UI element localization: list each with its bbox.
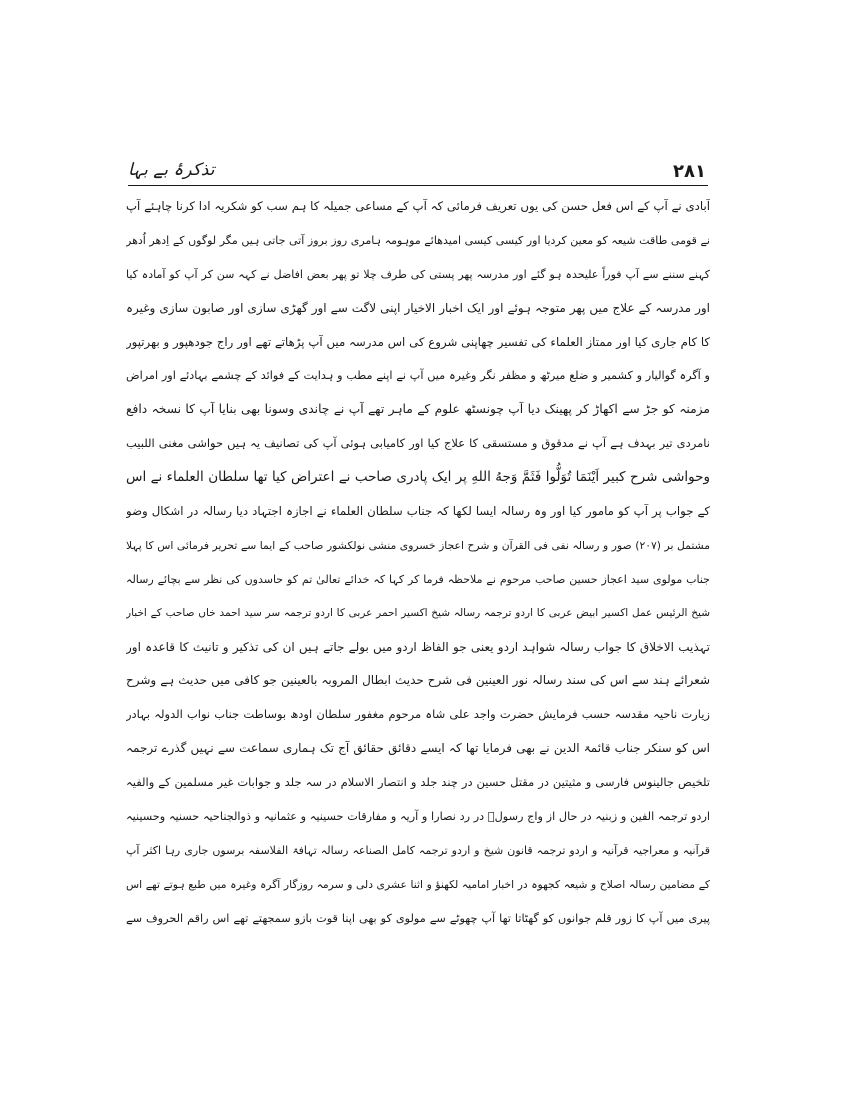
body-text <box>126 190 710 936</box>
text-line: و آگرہ گوالیار و کشمیر و ضلع میرٹھ و مظفر نگر وغیرہ میں آپ نے اپنے مطب و ہدایت کے فوائد کے چشمے بہادئے اور امراض <box>126 369 710 383</box>
text-line: نے قومی طاقت شیعہ کو معین کردیا اور کیسی کیسی امیدھائے موہومہ ہامری روز بروز آتی جاتی ہیں مگر لوگوں کے اِدھر اُدھر <box>126 233 710 247</box>
page-header <box>128 158 708 186</box>
text-line: تلخیص جالینوس فارسی و مثیتین در مقتل حسین در چند جلد و انتصار الاسلام در سہ جلد و جوابات غیر مسلمین کے والفیہ <box>126 775 710 790</box>
text-line: اردو ترجمہ الفین و زبنیہ در حال از واج رسولؐ در رد نصارا و آریہ و مفارقات حسینیہ و عثمانیہ و ذوالجناحیہ حسنیہ وحسینیہ <box>126 810 710 824</box>
text-line: جناب مولوی سید اعجاز حسین صاحب مرحوم نے ملاحظہ فرما کر کہا کہ خدائے تعالیٰ تم کو حاسدوں کی نظر سے بچائے رسالہ <box>126 572 710 586</box>
text-line: زیارت ناحیہ مقدسہ حسب فرمایش حضرت واجد علی شاہ مرحوم مغفور سلطان اودھ بوساطت جناب نواب الدولہ بہادر <box>126 707 710 722</box>
text-line: اس کو سنکر جناب قائمۃ الدین نے بھی فرمایا تھا کہ ایسے دقائق حقائق آج تک ہماری سماعت سے نہیں گذرے ترجمہ <box>126 741 710 756</box>
text-line: کے مضامین رسالہ اصلاح و شیعہ کجھوہ در اخبار امامیہ لکھنؤ و اثنا عشری دلی و سرمہ روزگار آگرہ وغیرہ میں طبع ہوتے تھے اس <box>126 877 710 891</box>
text-line: شعرائے ہند سے اس کی سند رسالہ نور العینین فی شرح حدیث ابطال المروبہ بالعینین جو کافی میں حدیث ہے وشرح <box>126 673 710 688</box>
text-line: شیخ الرئیس عمل اکسیر ابیض عربی کا اردو ترجمہ رسالہ شیخ اکسیر احمر عربی کا اردو ترجمہ سر سید احمد خاں صاحب کے اخبار <box>126 606 710 619</box>
text-line: کے جواب پر آپ کو مامور کیا اور وہ رسالہ ایسا لکھا کہ جناب سلطان العلماء نے اجازہ اجتہاد دیا رسالہ در اشکال وضو <box>126 504 710 519</box>
text-line: کا کام جاری کیا اور ممتاز العلماء کی تفسیر چھاپنی شروع کی اس مدرسہ میں آپ پڑھاتے تھے اور راج جودھپور و بھرتپور <box>126 334 710 349</box>
header-divider <box>128 185 708 186</box>
page-number: ۲۸۱ <box>673 161 706 182</box>
text-line: وحواشی شرح کبیر اَیْنَمَا تُوَلُّوا فَثَمَّ وَجهُ اللهِ پر ایک پادری صاحب نے اعتراض کیا تھا سلطان العلماء نے اس <box>126 469 710 486</box>
text-line: اور مدرسہ کے علاج میں پھر متوجہ ہوئے اور ایک اخبار الاخیار اپنی لاگت سے اور گھڑی سازی اور صابون سازی وغیرہ <box>126 300 710 315</box>
text-line: مشتمل بر (۲۰۷) صور و رسالہ نفی فی القرآن و شرح اعجاز خسروی منشی نولکشور صاحب کے ایما سے تحریر فرمائی اس کا پہلا <box>126 538 710 552</box>
text-line: مزمنہ کو جڑ سے اکھاڑ کر پھینک دیا آپ چونسٹھ علوم کے ماہر تھے آپ نے چاندی وسونا بھی بنایا آپ کا نسخہ دافع <box>126 402 710 417</box>
running-title: تذکرۂ بے بہا <box>128 160 215 180</box>
text-line: آبادی نے آپ کے اس فعل حسن کی یوں تعریف فرمائی کہ آپ کے مساعی جمیلہ کا ہم سب کو شکریہ ادا کرنا چاہئے آپ <box>126 199 710 213</box>
text-line: قرآنیہ و معراجیہ قرآنیہ و اردو ترجمہ قانون شیخ و اردو ترجمہ کامل الصناعہ رسالہ تہافۃ الفلاسفہ برسوں جاری رہا اکثر آپ <box>126 843 710 857</box>
text-line: نامردی تیر بہدف ہے آپ نے مدقوق و مستسقی کا علاج کیا اور کامیابی ہوئی آپ کی تصانیف یہ ہیں حواشی مغنی اللبیب <box>126 436 710 451</box>
text-line: تہذیب الاخلاق کا جواب رسالہ شواہد اردو یعنی جو الفاظ اردو میں بولے جاتے ہیں ان کی تذکیر و تانیث کا قاعدہ اور <box>126 639 710 654</box>
text-line: کہنے سننے سے آپ فوراً علیحدہ ہو گئے اور مدرسہ پھر پستی کی طرف چلا تو پھر بعض افاضل نے کہہ سن کر آپ کو آمادہ کیا <box>126 267 710 281</box>
text-line: پیری میں آپ کا زور قلم جوانوں کو گھٹاتا تھا آپ چھوٹے سے مولوی کو بھی اپنا قوت بازو سمجھتے تھے اس راقم الحروف سے <box>126 911 710 925</box>
